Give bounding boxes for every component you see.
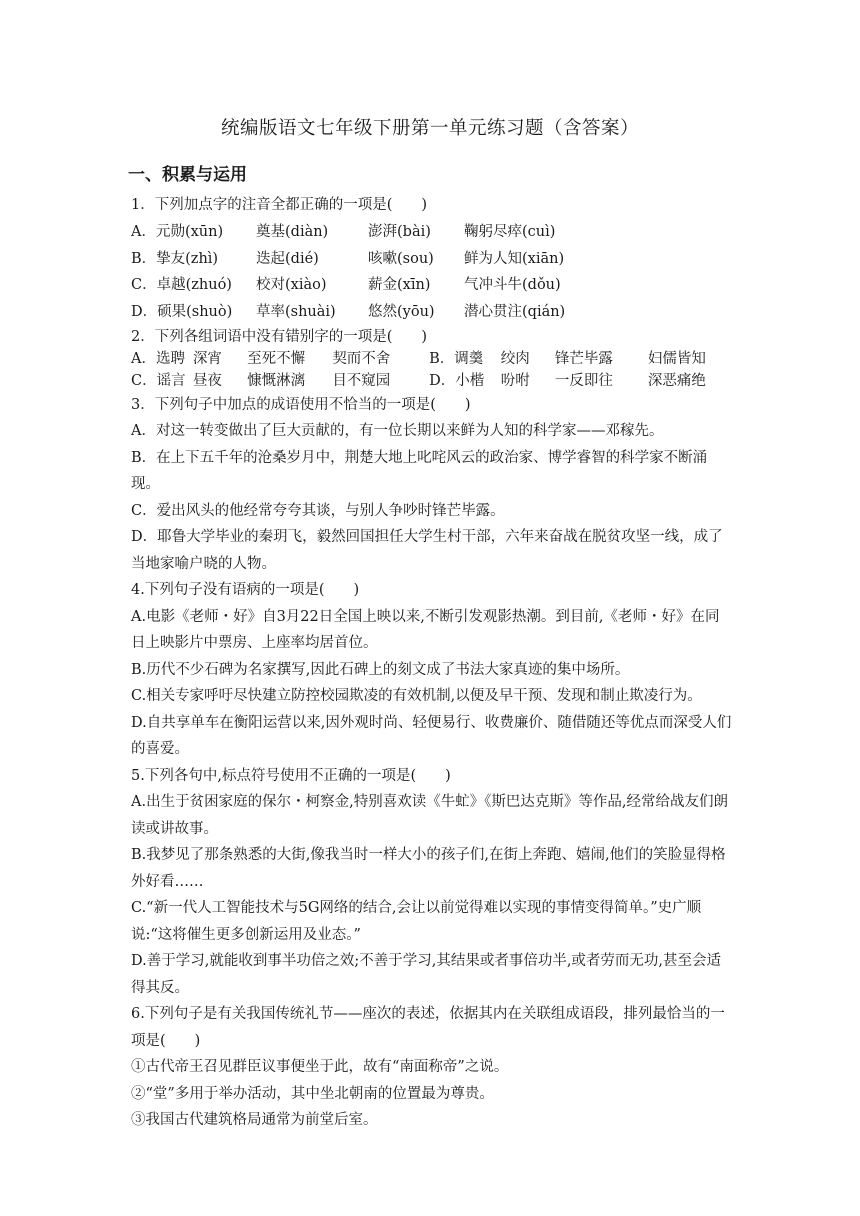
word-cell: D．小楷 bbox=[429, 372, 485, 389]
word-cell: 契而不舍 bbox=[332, 350, 391, 367]
word-cell: C．谣言 bbox=[131, 372, 186, 389]
word-cell: 吩咐 bbox=[500, 372, 530, 389]
option-row-a bbox=[131, 219, 733, 246]
option-cell: D．硕果(shuò) bbox=[131, 304, 233, 321]
word-cell: 深恶痛绝 bbox=[647, 372, 706, 389]
document-title: 统编版语文七年级下册第一单元练习题（含答案） bbox=[220, 118, 639, 139]
sentence-item: ①古代帝王召见群臣议事便坐于此，故有“南面称帝”之说。 bbox=[131, 1059, 509, 1076]
option-cell: 咳嗽(sou) bbox=[368, 250, 434, 267]
question-5 bbox=[131, 763, 733, 1002]
option-a: A．对这一转变做出了巨大贡献的，有一位长期以来鲜为人知的科学家——邓稼先。 bbox=[131, 423, 664, 440]
word-cell: 妇儒皆知 bbox=[647, 350, 706, 367]
option-cell: 悠然(yōu) bbox=[368, 304, 435, 321]
option-a: A.电影《老师・好》自3月22日全国上映以来,不断引发观影热潮。到目前,《老师・好》在同日上映影片中票房、上座率均居首位。 bbox=[131, 608, 720, 652]
sentence-item: ②“堂”多用于举办活动，其中坐北朝南的位置最为尊贵。 bbox=[131, 1085, 494, 1102]
option-cell: 鞠躬尽瘁(cuì) bbox=[464, 223, 556, 240]
option-cell: 鲜为人知(xiān) bbox=[464, 250, 565, 267]
option-cell: 迭起(dié) bbox=[256, 250, 319, 267]
question-stem: 6.下列句子是有关我国传统礼节——座次的表述，依据其内在关联组成语段，排列最恰当的一项是( ) bbox=[131, 1006, 725, 1049]
option-a: A.出生于贫困家庭的保尔・柯察金,特别喜欢读《牛虻》《斯巴达克斯》等作品,经常给战友们朗读或讲故事。 bbox=[131, 794, 729, 837]
question-stem: 3．下列句子中加点的成语使用不恰当的一项是( ) bbox=[131, 396, 471, 413]
option-cell: C．卓越(zhuó) bbox=[131, 277, 232, 294]
word-cell: 锋芒毕露 bbox=[554, 350, 613, 367]
option-cell: A．元勋(xūn) bbox=[131, 223, 224, 240]
word-cell: A．选聘 bbox=[131, 350, 185, 367]
question-stem: 4.下列句子没有语病的一项是( ) bbox=[131, 582, 360, 599]
word-row-cd bbox=[131, 370, 733, 392]
word-row-ab bbox=[131, 348, 733, 370]
option-b: B.我梦见了那条熟悉的大街,像我当时一样大小的孩子们,在街上奔跑、嬉闹,他们的笑脸显得格外好看…… bbox=[131, 847, 726, 890]
option-row-c bbox=[131, 272, 733, 299]
question-1 bbox=[131, 192, 733, 326]
option-cell: B．挚友(zhì) bbox=[131, 250, 219, 267]
word-cell: 绞肉 bbox=[500, 350, 530, 367]
word-cell: B．调羹 bbox=[429, 350, 484, 367]
word-cell: 深宵 bbox=[192, 350, 222, 367]
option-cell: 潜心贯注(qián) bbox=[464, 304, 566, 321]
word-cell: 昼夜 bbox=[192, 372, 222, 389]
option-cell: 草率(shuài) bbox=[256, 304, 336, 321]
option-c: C．爱出风头的他经常夸夸其谈，与别人争吵时锋芒毕露。 bbox=[131, 502, 505, 519]
word-cell: 一反即往 bbox=[554, 372, 613, 389]
question-2 bbox=[131, 326, 733, 392]
option-row-d bbox=[131, 299, 733, 326]
option-c: C.“新一代人工智能技术与5G网络的结合,会让以前觉得难以实现的事情变得简单。”史广顺说:“这将催生更多创新运用及业态。” bbox=[131, 900, 702, 943]
question-stem: 5.下列各句中,标点符号使用不正确的一项是( ) bbox=[131, 767, 451, 784]
option-cell: 薪金(xīn) bbox=[368, 277, 431, 294]
word-cell: 至死不懈 bbox=[247, 350, 306, 367]
option-d: D.善于学习,就能收到事半功倍之效;不善于学习,其结果或者事倍功半,或者劳而无功,甚至会适得其反。 bbox=[131, 953, 722, 996]
option-cell: 校对(xiào) bbox=[256, 277, 327, 294]
option-cell: 奠基(diàn) bbox=[256, 223, 329, 240]
sentence-item: ③我国古代建筑格局通常为前堂后室。 bbox=[131, 1112, 378, 1129]
question-stem: 1．下列加点字的注音全都正确的一项是( ) bbox=[131, 197, 428, 213]
option-cell: 澎湃(bài) bbox=[368, 223, 431, 240]
word-cell: 慷慨淋漓 bbox=[247, 372, 306, 389]
option-b: B.历代不少石碑为名家撰写,因此石碑上的刻文成了书法大家真迹的集中场所。 bbox=[131, 661, 630, 678]
question-stem: 2．下列各组词语中没有错别字的一项是( ) bbox=[131, 328, 428, 345]
option-b: B．在上下五千年的沧桑岁月中，荆楚大地上叱咤风云的政治家、博学睿智的科学家不断涌现。 bbox=[131, 449, 708, 493]
question-6 bbox=[131, 1001, 733, 1134]
option-row-b bbox=[131, 246, 733, 273]
option-d: D．耶鲁大学毕业的秦玥飞，毅然回国担任大学生村干部，六年来奋战在脱贫攻坚一线，成了当地家喻户晓的人物。 bbox=[131, 529, 723, 572]
questions-body bbox=[131, 192, 733, 1134]
option-c: C.相关专家呼吁尽快建立防控校园欺凌的有效机制,以便及早干预、发现和制止欺凌行为。 bbox=[131, 688, 702, 705]
question-4 bbox=[131, 577, 733, 763]
option-d: D.自共享单车在衡阳运营以来,因外观时尚、轻便易行、收费廉价、随借随还等优点而深受人们的喜爱。 bbox=[131, 714, 732, 758]
word-cell: 目不窥园 bbox=[332, 372, 391, 389]
option-cell: 气冲斗牛(dǒu) bbox=[464, 277, 561, 294]
question-3 bbox=[131, 392, 733, 578]
section-heading: 一、积累与运用 bbox=[128, 165, 247, 185]
